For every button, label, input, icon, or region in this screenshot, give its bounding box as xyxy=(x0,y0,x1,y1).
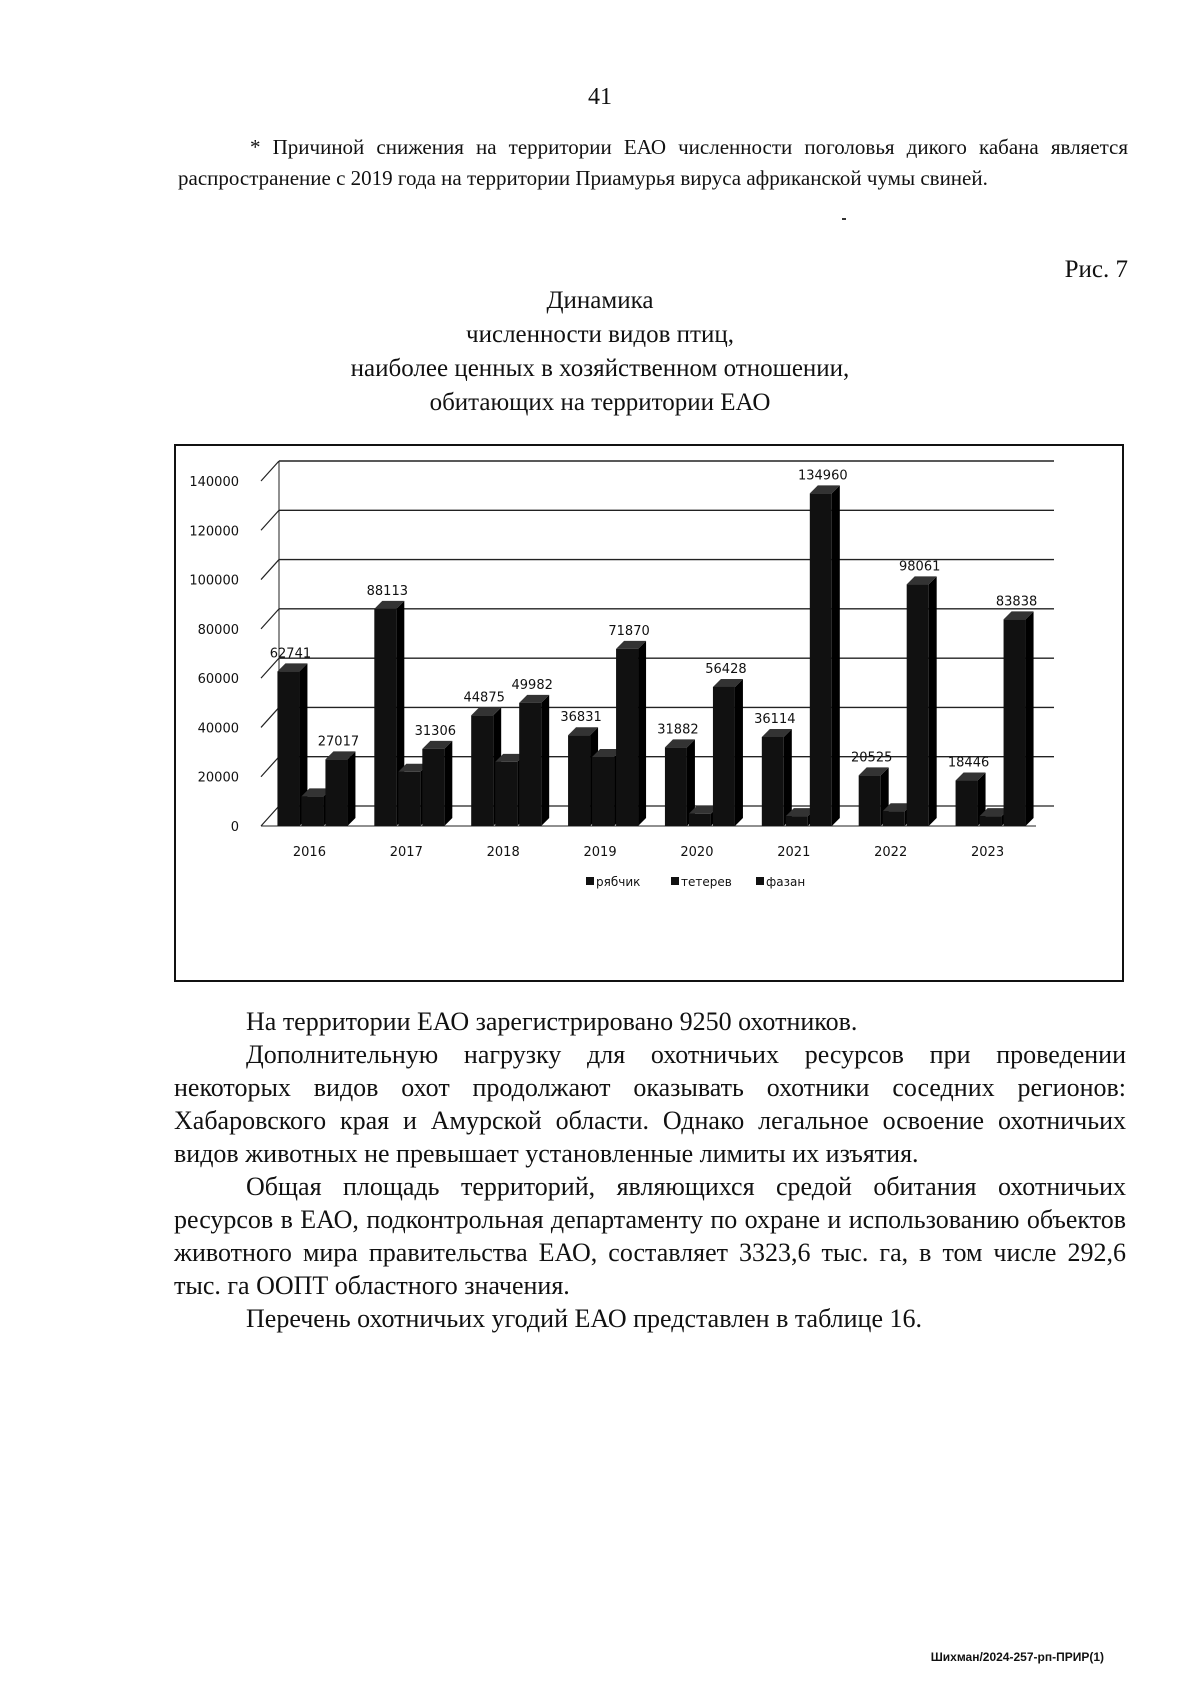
bar-side xyxy=(929,576,937,826)
x-tick-label: 2022 xyxy=(874,845,908,860)
x-tick-label: 2020 xyxy=(680,845,714,860)
y-tick-label: 120000 xyxy=(189,524,239,540)
bar-тетерев xyxy=(786,816,808,826)
bar-тетерев xyxy=(689,814,711,826)
y-tick-label: 100000 xyxy=(189,573,239,589)
gridline-diagonal xyxy=(261,757,279,777)
bar-фазан xyxy=(907,584,929,826)
footnote: * Причиной снижения на территории ЕАО численности поголовья дикого кабана является распространение с 2019 года на территории Приамурья вируса африканской чумы свиней. xyxy=(178,135,1128,190)
bar-тетерев xyxy=(883,811,905,826)
x-tick-label: 2016 xyxy=(292,845,326,860)
x-tick-label: 2017 xyxy=(389,845,423,860)
paragraph: На территории ЕАО зарегистрировано 9250 охотников. xyxy=(246,1007,858,1036)
bar-рябчик xyxy=(471,715,493,826)
y-tick-label: 80000 xyxy=(197,622,239,638)
page-number: 41 xyxy=(588,84,612,110)
bar-фазан xyxy=(422,749,444,826)
legend-swatch xyxy=(756,877,764,885)
bar-side xyxy=(541,695,549,826)
y-tick-label: 60000 xyxy=(197,672,239,688)
y-tick-label: 0 xyxy=(230,820,239,835)
figure-label: Рис. 7 xyxy=(1064,256,1128,283)
bar-фазан xyxy=(325,759,347,826)
chart-title-line: численности видов птиц, xyxy=(466,321,734,348)
bar-side xyxy=(444,741,452,826)
bar-side xyxy=(347,751,355,826)
data-label: 18446 xyxy=(947,755,990,771)
paragraph: Общая площадь территорий, являющихся средой обитания охотничьих ресурсов в ЕАО, подконтрольная департаменту по охране и использованию объектов животного мира правительства ЕАО, составляет 3323,6 тыс. га, в том числе 292,6 тыс. га ООПТ областного значения. xyxy=(174,1172,1126,1300)
y-tick-label: 40000 xyxy=(197,721,239,737)
gridline-diagonal xyxy=(261,707,279,727)
bar-фазан xyxy=(810,493,832,826)
legend-label: рябчик xyxy=(596,875,641,889)
bar-рябчик xyxy=(277,671,299,826)
body-text xyxy=(174,1005,1126,1335)
data-label: 62741 xyxy=(269,646,312,662)
gridline-diagonal xyxy=(261,806,279,826)
bar-рябчик xyxy=(859,775,881,826)
legend-label: тетерев xyxy=(681,875,732,889)
x-tick-label: 2021 xyxy=(777,845,811,860)
bar-рябчик xyxy=(665,747,687,826)
scan-speck xyxy=(842,218,846,220)
x-tick-label: 2019 xyxy=(583,845,617,860)
bar-рябчик xyxy=(956,781,978,826)
bar-side xyxy=(832,485,840,826)
bar-фазан xyxy=(616,649,638,826)
gridline-diagonal xyxy=(261,560,279,580)
chart-title-line: наиболее ценных в хозяйственном отношении, xyxy=(350,355,850,382)
gridline-diagonal xyxy=(261,609,279,629)
data-label: 83838 xyxy=(995,594,1038,610)
data-label: 31306 xyxy=(414,723,456,739)
bar-тетерев xyxy=(980,816,1002,826)
bar-фазан xyxy=(713,687,735,826)
chart-title-line: обитающих на территории ЕАО xyxy=(429,389,771,416)
x-tick-label: 2023 xyxy=(971,845,1005,860)
chart-title xyxy=(0,284,1200,420)
data-label: 71870 xyxy=(608,623,650,639)
data-label: 44875 xyxy=(463,690,505,706)
y-tick-label: 20000 xyxy=(197,770,239,786)
bar-рябчик xyxy=(568,735,590,826)
bar-рябчик xyxy=(374,609,396,826)
legend-label: фазан xyxy=(766,875,806,889)
data-label: 27017 xyxy=(317,734,360,750)
bar-тетерев xyxy=(398,772,420,826)
chart-title-line: Динамика xyxy=(546,287,654,314)
data-label: 49982 xyxy=(511,677,553,693)
data-label: 36114 xyxy=(754,712,796,728)
gridline-diagonal xyxy=(261,461,279,481)
bar-side xyxy=(735,679,743,826)
bar-side xyxy=(1026,611,1034,826)
data-label: 31882 xyxy=(657,722,699,738)
x-tick-label: 2018 xyxy=(486,845,520,860)
bar-фазан xyxy=(1004,619,1026,826)
bar-тетерев xyxy=(495,762,517,826)
data-label: 98061 xyxy=(899,559,941,575)
chart-frame xyxy=(174,444,1124,982)
paragraph: Перечень охотничьих угодий ЕАО представлен в таблице 16. xyxy=(246,1304,922,1333)
data-label: 36831 xyxy=(560,710,602,726)
bar-рябчик xyxy=(762,737,784,826)
y-tick-label: 140000 xyxy=(189,475,239,490)
data-label: 20525 xyxy=(851,750,893,766)
bar-chart xyxy=(176,446,1122,980)
bar-тетерев xyxy=(301,796,323,826)
legend-swatch xyxy=(671,877,679,885)
gridline-diagonal xyxy=(261,510,279,530)
data-label: 88113 xyxy=(366,583,408,599)
bar-фазан xyxy=(519,703,541,826)
data-label: 56428 xyxy=(705,661,747,677)
document-code: Шихман/2024-257-рп-ПРИР(1) xyxy=(930,1650,1104,1664)
bar-тетерев xyxy=(592,757,614,826)
legend-swatch xyxy=(586,877,594,885)
paragraph: Дополнительную нагрузку для охотничьих ресурсов при проведении некоторых видов охот продолжают оказывать охотники соседних регионов: Хабаровского края и Амурской области. Однако легальное освоение охотничьих видов животных не превышает установленные лимиты их изъятия. xyxy=(174,1040,1126,1168)
data-label: 134960 xyxy=(797,468,848,484)
bar-side xyxy=(638,641,646,826)
